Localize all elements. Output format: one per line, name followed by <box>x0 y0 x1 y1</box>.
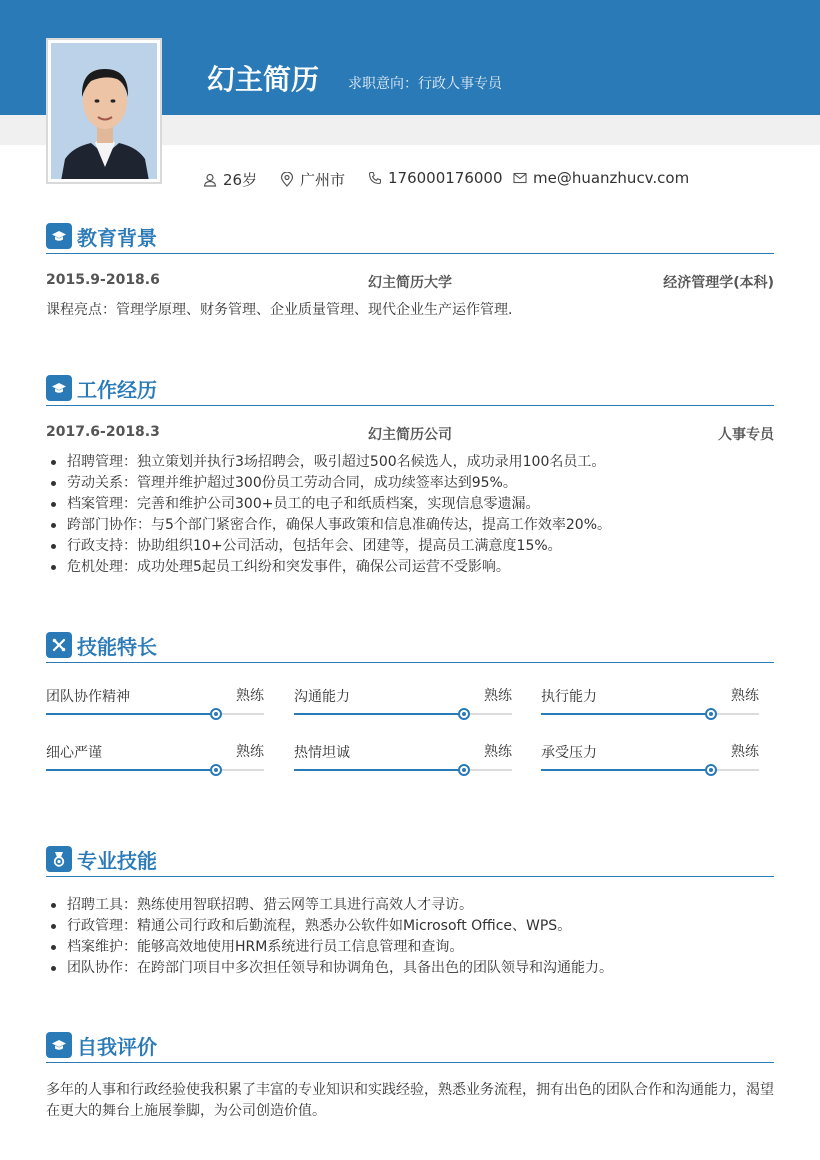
work-company: 幻主简历公司 <box>368 427 452 443</box>
contact-age <box>203 169 257 190</box>
candidate-name: 幻主简历 <box>207 63 320 96</box>
list-item: 危机处理：成功处理5起员工纠纷和突发事件，确保公司运营不受影响。 <box>46 557 774 578</box>
list-item: 招聘管理：独立策划并执行3场招聘会，吸引超过500名候选人，成功录用100名员工。 <box>46 452 774 473</box>
job-intent-label: 求职意向： <box>348 76 418 92</box>
list-item: 档案管理：完善和维护公司300+员工的电子和纸质档案，实现信息零遗漏。 <box>46 494 774 515</box>
skill-name: 沟通能力 <box>294 689 350 705</box>
work-duties-list <box>46 452 774 578</box>
work-row <box>46 424 774 444</box>
phone-text[interactable]: 176000176000 <box>388 169 503 187</box>
job-intent-value: 行政人事专员 <box>418 76 502 92</box>
education-row <box>46 272 774 292</box>
skill-level: 熟练 <box>236 744 264 760</box>
skill-level: 熟练 <box>484 744 512 760</box>
contact-phone <box>368 169 503 187</box>
email-text[interactable]: me@huanzhucv.com <box>533 169 690 187</box>
skill-name: 执行能力 <box>541 689 597 705</box>
education-period: 2015.9-2018.6 <box>46 272 160 288</box>
section-title: 教育背景 <box>77 226 157 250</box>
skill-fill <box>294 769 464 771</box>
section-self-eval-header <box>46 1030 774 1063</box>
education-school: 幻主简历大学 <box>368 275 452 291</box>
self-evaluation-line: 多年的人事和行政经验使我积累了丰富的专业知识和实践经验，熟悉业务流程，拥有出色的团队合作和沟通能力，渴望 <box>46 1082 774 1098</box>
graduation-cap-icon <box>46 223 72 249</box>
graduation-cap-icon <box>46 375 72 401</box>
skill-knob <box>705 708 717 720</box>
skill-item <box>294 736 512 776</box>
section-title: 技能特长 <box>77 635 157 659</box>
skill-knob <box>458 764 470 776</box>
city-text: 广州市 <box>300 171 346 189</box>
skill-knob <box>210 708 222 720</box>
skill-item <box>46 736 264 776</box>
job-intent <box>348 73 502 93</box>
section-title: 工作经历 <box>77 378 157 402</box>
skill-level: 熟练 <box>731 688 759 704</box>
skill-level: 熟练 <box>484 688 512 704</box>
skill-fill <box>541 713 711 715</box>
section-title: 专业技能 <box>77 849 157 873</box>
list-item: 招聘工具：熟练使用智联招聘、猎云网等工具进行高效人才寻访。 <box>46 895 774 916</box>
list-item: 跨部门协作：与5个部门紧密合作，确保人事政策和信息准确传达，提高工作效率20%。 <box>46 515 774 536</box>
person-icon <box>203 173 217 187</box>
skill-item <box>294 680 512 720</box>
work-period: 2017.6-2018.3 <box>46 424 160 440</box>
skill-knob <box>458 708 470 720</box>
age-text: 26岁 <box>223 171 258 189</box>
skill-name: 细心严谨 <box>46 745 102 761</box>
section-skills-header <box>46 630 774 663</box>
skill-name: 团队协作精神 <box>46 689 130 705</box>
skill-knob <box>705 764 717 776</box>
skill-fill <box>541 769 711 771</box>
skill-item <box>541 736 759 776</box>
skill-fill <box>294 713 464 715</box>
list-item: 行政支持：协助组织10+公司活动，包括年会、团建等，提高员工满意度15%。 <box>46 536 774 557</box>
section-work-header <box>46 373 774 406</box>
skill-item <box>46 680 264 720</box>
location-pin-icon <box>280 172 294 187</box>
self-evaluation <box>46 1080 774 1122</box>
contact-city <box>280 169 345 190</box>
education-courses: 课程亮点：管理学原理、财务管理、企业质量管理、现代企业生产运作管理. <box>46 302 513 318</box>
skill-knob <box>210 764 222 776</box>
phone-icon <box>368 171 382 185</box>
mail-icon <box>513 172 527 184</box>
graduation-cap-icon <box>46 1032 72 1058</box>
education-major: 经济管理学(本科) <box>663 275 774 291</box>
work-role: 人事专员 <box>718 427 774 443</box>
skill-fill <box>46 769 216 771</box>
section-title: 自我评价 <box>77 1035 157 1059</box>
professional-skills-list <box>46 895 774 979</box>
list-item: 团队协作：在跨部门项目中多次担任领导和协调角色，具备出色的团队领导和沟通能力。 <box>46 958 774 979</box>
contact-email <box>513 169 689 187</box>
skill-name: 热情坦诚 <box>294 745 350 761</box>
list-item: 档案维护：能够高效地使用HRM系统进行员工信息管理和查询。 <box>46 937 774 958</box>
section-professional-header <box>46 844 774 877</box>
skill-name: 承受压力 <box>541 745 597 761</box>
profile-photo <box>46 38 162 184</box>
list-item: 劳动关系：管理并维护超过300份员工劳动合同，成功续签率达到95%。 <box>46 473 774 494</box>
skill-level: 熟练 <box>731 744 759 760</box>
tools-icon <box>46 632 72 658</box>
skill-item <box>541 680 759 720</box>
medal-icon <box>46 846 72 872</box>
section-education-header <box>46 221 774 254</box>
self-evaluation-line: 在更大的舞台上施展拳脚，为公司创造价值。 <box>46 1103 326 1119</box>
list-item: 行政管理：精通公司行政和后勤流程，熟悉办公软件如Microsoft Office、WPS。 <box>46 916 774 937</box>
skill-fill <box>46 713 216 715</box>
skill-level: 熟练 <box>236 688 264 704</box>
